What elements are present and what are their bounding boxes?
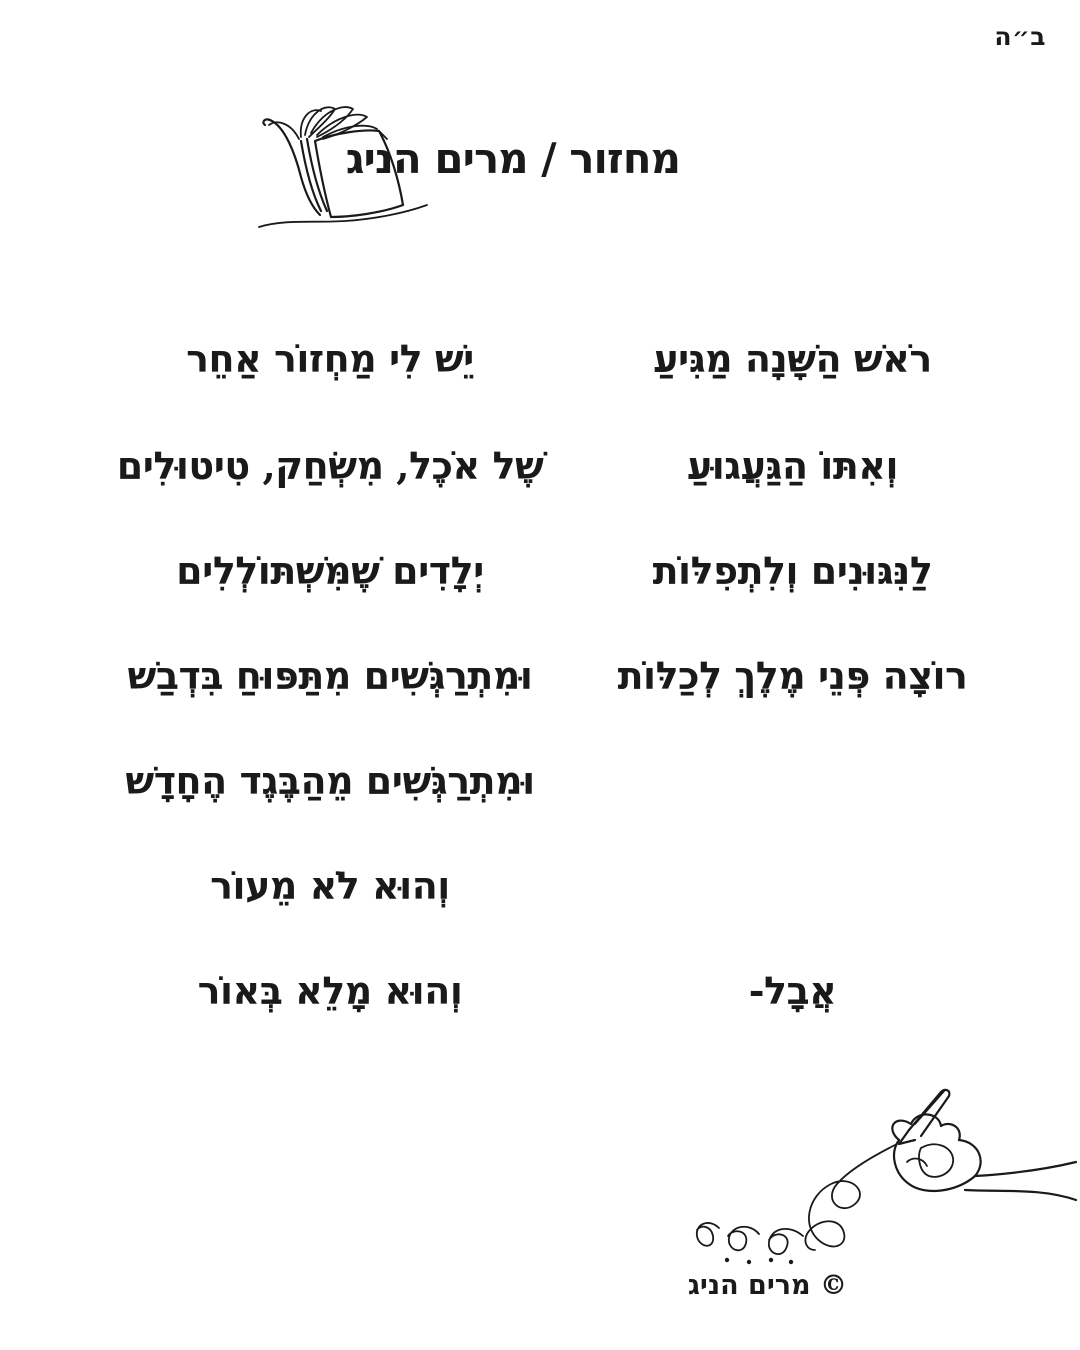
page-title: מחזור / מרים הניג — [345, 134, 680, 183]
poem-row — [0, 548, 1080, 624]
pen-icon — [899, 1090, 949, 1144]
signature-scribble — [697, 1144, 897, 1254]
poem-line-left: וּמִתְרַגְּשִׁים מֵהַבֶּגֶד הֶחָדָשׁ — [125, 758, 535, 803]
bsd-text: ב״ה — [994, 22, 1046, 51]
poem-line-right: לַנִּגּוּנִים וְלִתְפִלּוֹת — [652, 548, 933, 593]
poem-line-right: רוֹצָה פְּנֵי מֶלֶךְ לְכַלּוֹת — [617, 653, 968, 698]
poem-row — [0, 336, 1080, 412]
poem-line-left: וְהוּא לֹא מֵעוֹר — [210, 863, 450, 908]
poem-row — [0, 653, 1080, 729]
copyright-credit: © מרים הניג — [687, 1270, 847, 1301]
hand-icon — [892, 1114, 980, 1191]
signature-dots — [725, 1258, 793, 1264]
poem-row — [0, 968, 1080, 1044]
poem-line-right: רֹאשׁ הַשָּׁנָה מַגִּיעַ — [653, 336, 932, 381]
poem-row — [0, 863, 1080, 939]
poem-line-left: יְלָדִים שֶׁמִּשְׁתּוֹלְלִים — [176, 548, 484, 593]
poem-line-right: אֲבָל- — [748, 968, 837, 1013]
hand-pen-illustration — [683, 1078, 1078, 1270]
poem-line-left: שֶׁל אֹכֶל, מִשְׂחַק, טִיטוּלִים — [116, 443, 544, 488]
poem-line-left: וּמִתְרַגְּשִׁים מִתַּפּוּחַ בִּדְבַשׁ — [127, 653, 533, 698]
poem-line-right: וְאִתּוֹ הַגַּעֲגוּעַ — [686, 443, 899, 488]
poem-row — [0, 758, 1080, 834]
poem-line-left: יֵשׁ לִי מַחְזוֹר אַחֵר — [186, 336, 474, 381]
poem-line-left: וְהוּא מָלֵא בְּאוֹר — [197, 968, 463, 1013]
poem-row — [0, 443, 1080, 519]
